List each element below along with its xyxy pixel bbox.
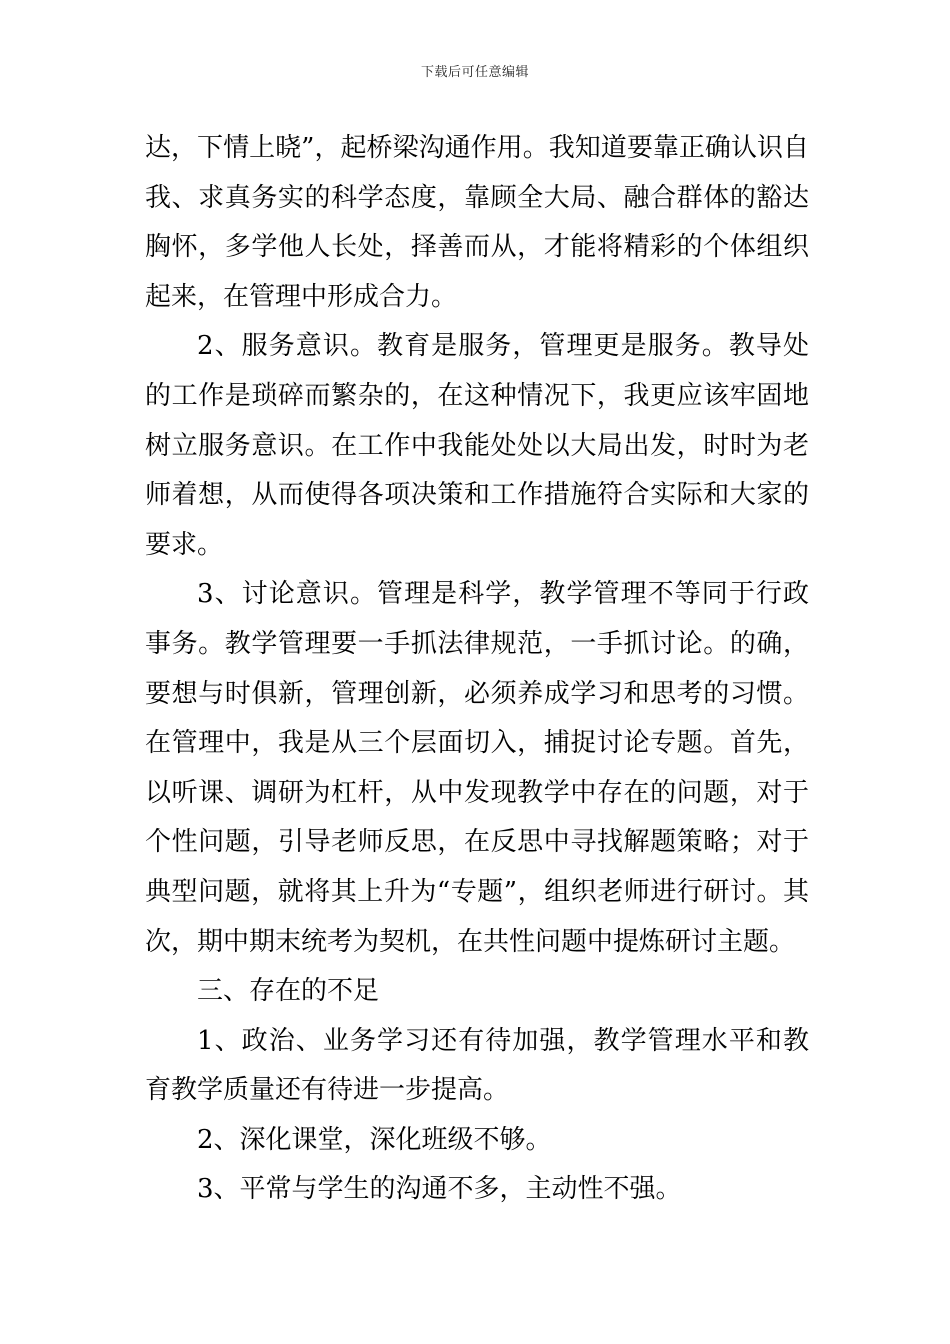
paragraph-shortcoming-1: 1、政治、业务学习还有待加强，教学管理水平和教育教学质量还有待进一步提高。: [145, 1025, 809, 1106]
paragraph-discussion-awareness: 3、讨论意识。管理是科学，教学管理不等同于行政事务。教学管理要一手抓法律规范，一手抓讨论。的确，要想与时俱新，管理创新，必须养成学习和思考的习惯。在管理中，我是从三个层面切入，捕捉讨论专题。首先，以听课、调研为杠杆，从中发现教学中存在的问题，对于个性问题，引导老师反思，在反思中寻找解题策略；对于典型问题，就将其上升为“专题”，组织老师进行研讨。其次，期中期末统考为契机，在共性问题中提炼研讨主题。: [145, 579, 809, 957]
paragraph-bridge-role: 达，下情上晓”，起桥梁沟通作用。我知道要靠正确认识自我、求真务实的科学态度，靠顾全大局、融合群体的豁达胸怀，多学他人长处，择善而从，才能将精彩的个体组织起来，在管理中形成合力。: [145, 133, 809, 312]
section-heading-shortcomings: 三、存在的不足: [197, 976, 380, 1007]
paragraph-service-awareness: 2、服务意识。教育是服务，管理更是服务。教导处的工作是琐碎而繁杂的，在这种情况下，我更应该牢固地树立服务意识。在工作中我能处处以大局出发，时时为老师着想，从而使得各项决策和工作措施符合实际和大家的要求。: [145, 331, 809, 560]
page-header: 下载后可任意编辑: [420, 65, 529, 80]
paragraph-shortcoming-3: 3、平常与学生的沟通不多，主动性不强。: [197, 1174, 682, 1205]
document-body: [145, 124, 809, 1215]
paragraph-shortcoming-2: 2、深化课堂，深化班级不够。: [197, 1124, 552, 1155]
